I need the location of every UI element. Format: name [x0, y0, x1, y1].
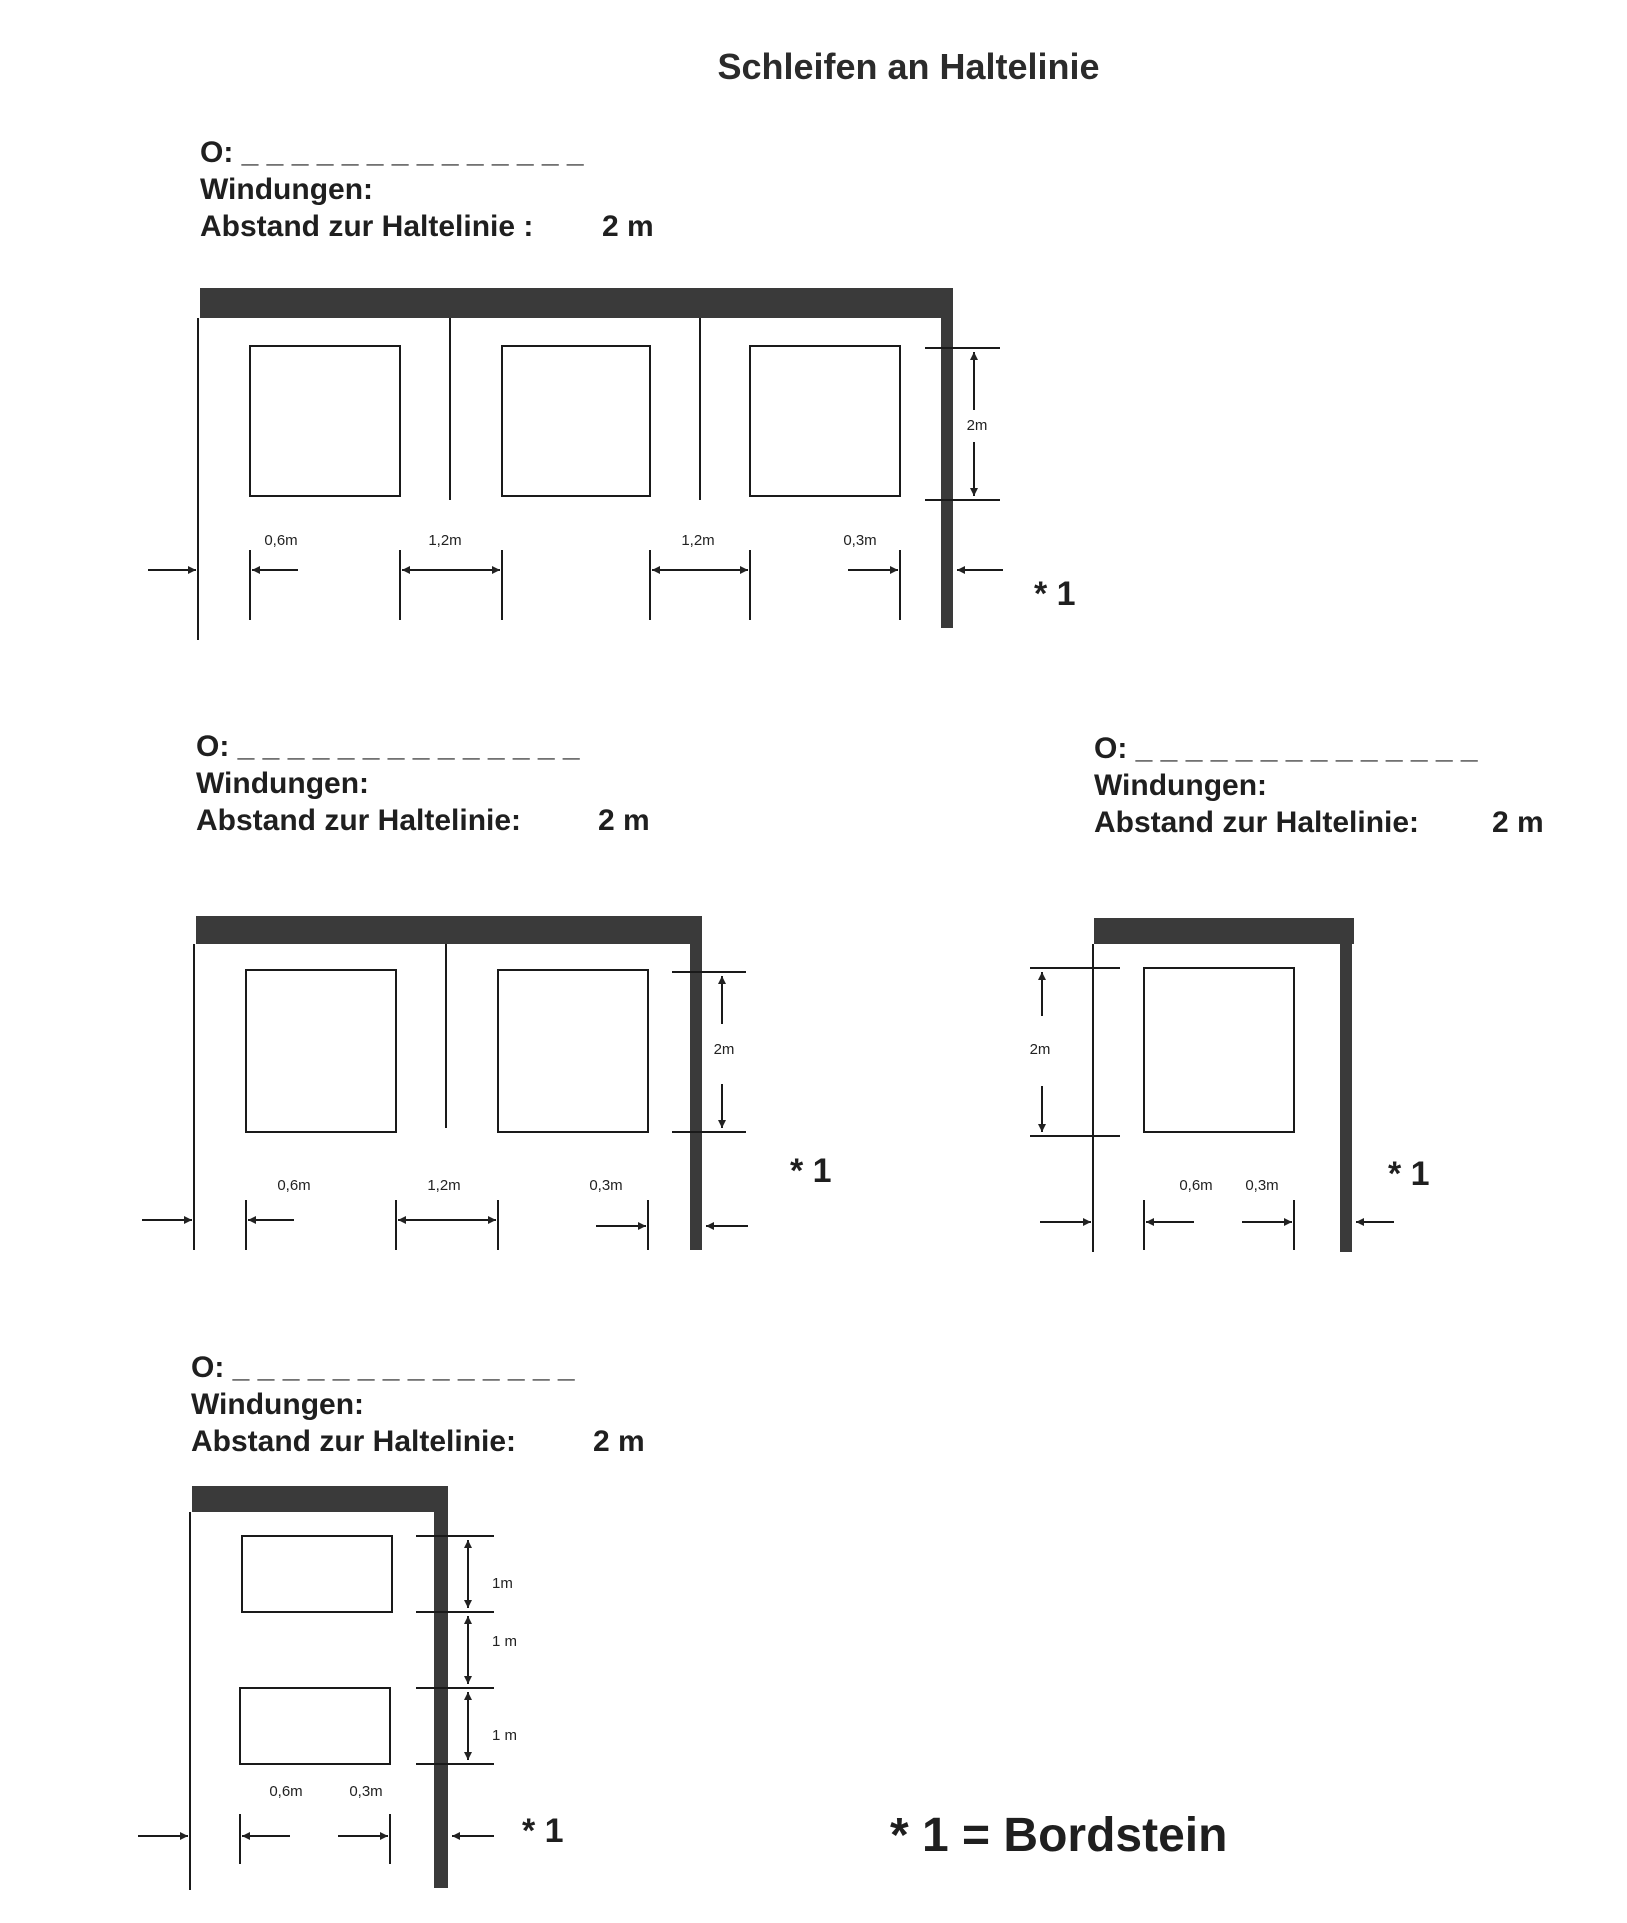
abstand-value: 2 m — [593, 1425, 645, 1458]
abstand-label: Abstand zur Haltelinie: — [1094, 806, 1420, 839]
detector-loop — [1144, 968, 1294, 1132]
windungen-label: Windungen: — [1094, 769, 1268, 802]
abstand-label: Abstand zur Haltelinie: — [196, 804, 522, 837]
legend-bordstein: * 1 = Bordstein — [890, 1809, 1228, 1862]
detector-loop — [246, 970, 396, 1132]
loop-height-label: 2m — [1029, 1041, 1051, 1058]
o-field-label: O: _ _ _ _ _ _ _ _ _ _ _ _ _ _ — [196, 730, 580, 763]
abstand-value: 2 m — [602, 210, 654, 243]
loop-height-label: 2m — [713, 1041, 735, 1058]
curb-bar — [1340, 918, 1352, 1252]
dim-label: 1,2m — [427, 1177, 461, 1194]
dim-label: 1,2m — [428, 532, 462, 549]
stop-line-bar — [1094, 918, 1354, 944]
curb-marker-3: * 1 — [1388, 1155, 1430, 1193]
diagram-4 — [138, 1486, 494, 1890]
windungen-label: Windungen: — [196, 767, 370, 800]
detector-loop — [498, 970, 648, 1132]
curb-marker-4: * 1 — [522, 1812, 564, 1850]
abstand-value: 2 m — [1492, 806, 1544, 839]
o-field-label: O: _ _ _ _ _ _ _ _ _ _ _ _ _ _ — [1094, 732, 1478, 765]
diagram-1 — [148, 288, 1003, 640]
detector-loop — [750, 346, 900, 496]
loop-height-label: 1 m — [492, 1633, 518, 1650]
o-field-label: O: _ _ _ _ _ _ _ _ _ _ _ _ _ _ — [200, 136, 584, 169]
curb-bar — [941, 288, 953, 628]
windungen-label: Windungen: — [200, 173, 374, 206]
curb-bar — [690, 916, 702, 1250]
detector-loop — [250, 346, 400, 496]
loop-height-label: 1m — [492, 1575, 513, 1592]
stop-line-bar — [192, 1486, 448, 1512]
dim-label: 0,6m — [277, 1177, 311, 1194]
loop-height-label: 1 m — [492, 1727, 518, 1744]
dim-label: 0,3m — [349, 1783, 383, 1800]
dim-label: 0,6m — [269, 1783, 303, 1800]
loop-height-label: 2m — [966, 417, 988, 434]
detector-loop — [240, 1688, 390, 1764]
stop-line-bar — [196, 916, 702, 944]
o-field-label: O: _ _ _ _ _ _ _ _ _ _ _ _ _ _ — [191, 1351, 575, 1384]
dim-label: 0,6m — [264, 532, 298, 549]
dim-label: 1,2m — [681, 532, 715, 549]
curb-marker-2: * 1 — [790, 1152, 832, 1190]
curb-marker-1: * 1 — [1034, 575, 1076, 613]
windungen-label: Windungen: — [191, 1388, 365, 1421]
diagram-2 — [142, 916, 748, 1250]
stop-line-bar — [200, 288, 952, 318]
dim-label: 0,6m — [1179, 1177, 1213, 1194]
abstand-value: 2 m — [598, 804, 650, 837]
dim-label: 0,3m — [589, 1177, 623, 1194]
detector-loop — [502, 346, 650, 496]
dim-label: 0,3m — [1245, 1177, 1279, 1194]
diagram-3 — [1030, 918, 1394, 1252]
abstand-label: Abstand zur Haltelinie: — [191, 1425, 517, 1458]
detector-loop — [242, 1536, 392, 1612]
dim-label: 0,3m — [843, 532, 877, 549]
abstand-label: Abstand zur Haltelinie : — [200, 210, 534, 243]
page-title: Schleifen an Haltelinie — [717, 46, 1100, 87]
